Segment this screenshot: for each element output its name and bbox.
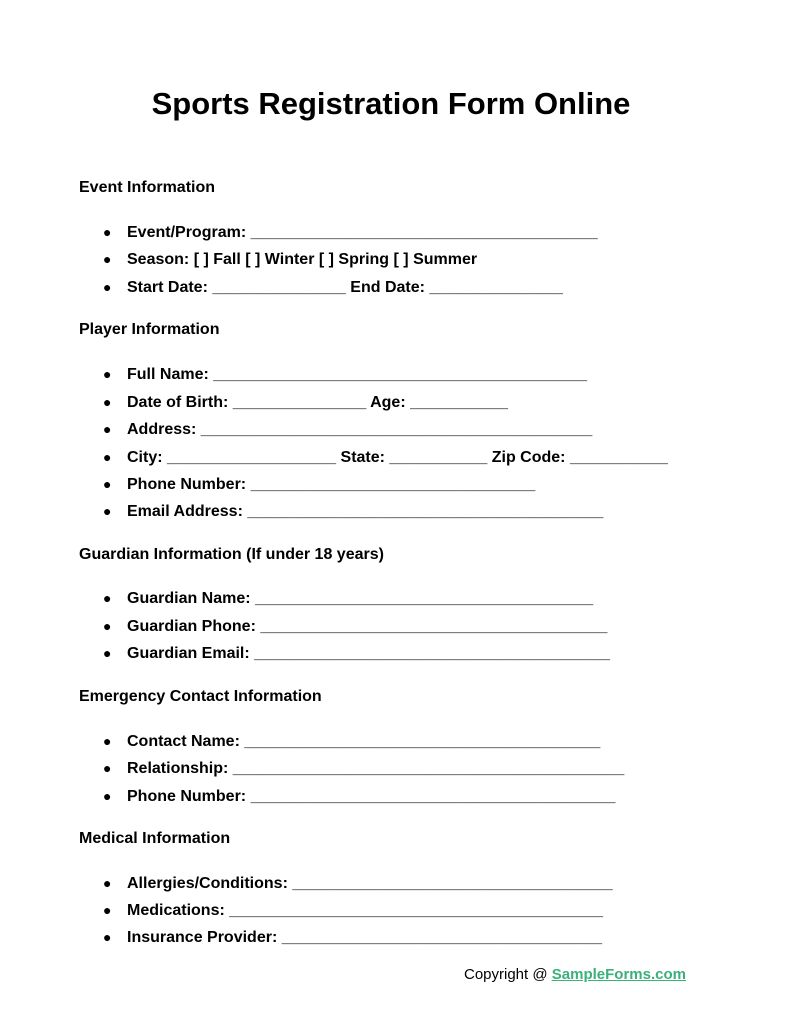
field-emergency-phone[interactable]: ● Phone Number: _________________________________________: [103, 788, 616, 805]
bullet-icon: ●: [103, 421, 112, 437]
field-season[interactable]: ● Season: [ ] Fall [ ] Winter [ ] Spring [ ] Summer: [103, 251, 478, 268]
bullet-icon: ●: [103, 251, 112, 267]
field-guardian-name[interactable]: ● Guardian Name: ______________________________________: [103, 590, 594, 607]
field-email-address[interactable]: ● Email Address: ________________________________________: [103, 503, 604, 520]
field-full-name[interactable]: ● Full Name: __________________________________________: [103, 366, 587, 383]
field-guardian-email[interactable]: ● Guardian Email: ________________________________________: [103, 645, 611, 662]
section-heading-player: Player Information: [79, 321, 220, 338]
sampleforms-link[interactable]: SampleForms.com: [551, 966, 686, 983]
field-allergies-conditions[interactable]: ● Allergies/Conditions: ____________________________________: [103, 875, 613, 892]
field-relationship[interactable]: ● Relationship: ____________________________________________: [103, 760, 625, 777]
section-heading-emergency: Emergency Contact Information: [79, 688, 322, 705]
field-phone-number[interactable]: ● Phone Number: ________________________________: [103, 476, 536, 493]
section-heading-event: Event Information: [79, 179, 216, 196]
copyright-footer: [464, 966, 686, 983]
field-date-of-birth-age[interactable]: ● Date of Birth: _______________ Age: ___________: [103, 394, 508, 411]
bullet-icon: ●: [103, 618, 112, 634]
page-title: Sports Registration Form Online: [151, 86, 631, 121]
field-contact-name[interactable]: ● Contact Name: ________________________________________: [103, 733, 601, 750]
bullet-icon: ●: [103, 733, 112, 749]
field-city-state-zip[interactable]: ● City: ___________________ State: ___________ Zip Code: ___________: [103, 449, 668, 466]
field-event-program[interactable]: ● Event/Program: _______________________________________: [103, 224, 598, 241]
bullet-icon: ●: [103, 476, 112, 492]
section-heading-medical: Medical Information: [79, 830, 231, 847]
bullet-icon: ●: [103, 760, 112, 776]
bullet-icon: ●: [103, 645, 112, 661]
bullet-icon: ●: [103, 279, 112, 295]
bullet-icon: ●: [103, 449, 112, 465]
bullet-icon: ●: [103, 929, 112, 945]
bullet-icon: ●: [103, 366, 112, 382]
section-heading-guardian: Guardian Information (If under 18 years): [79, 546, 384, 563]
bullet-icon: ●: [103, 590, 112, 606]
field-medications[interactable]: ● Medications: __________________________________________: [103, 902, 603, 919]
bullet-icon: ●: [103, 394, 112, 410]
bullet-icon: ●: [103, 788, 112, 804]
copyright-text: Copyright @: [464, 966, 552, 983]
field-guardian-phone[interactable]: ● Guardian Phone: _______________________________________: [103, 618, 608, 635]
field-insurance-provider[interactable]: ● Insurance Provider: ____________________________________: [103, 929, 603, 946]
bullet-icon: ●: [103, 224, 112, 240]
field-start-end-date[interactable]: ● Start Date: _______________ End Date: _______________: [103, 279, 563, 296]
bullet-icon: ●: [103, 902, 112, 918]
bullet-icon: ●: [103, 875, 112, 891]
bullet-icon: ●: [103, 503, 112, 519]
field-address[interactable]: ● Address: ____________________________________________: [103, 421, 593, 438]
